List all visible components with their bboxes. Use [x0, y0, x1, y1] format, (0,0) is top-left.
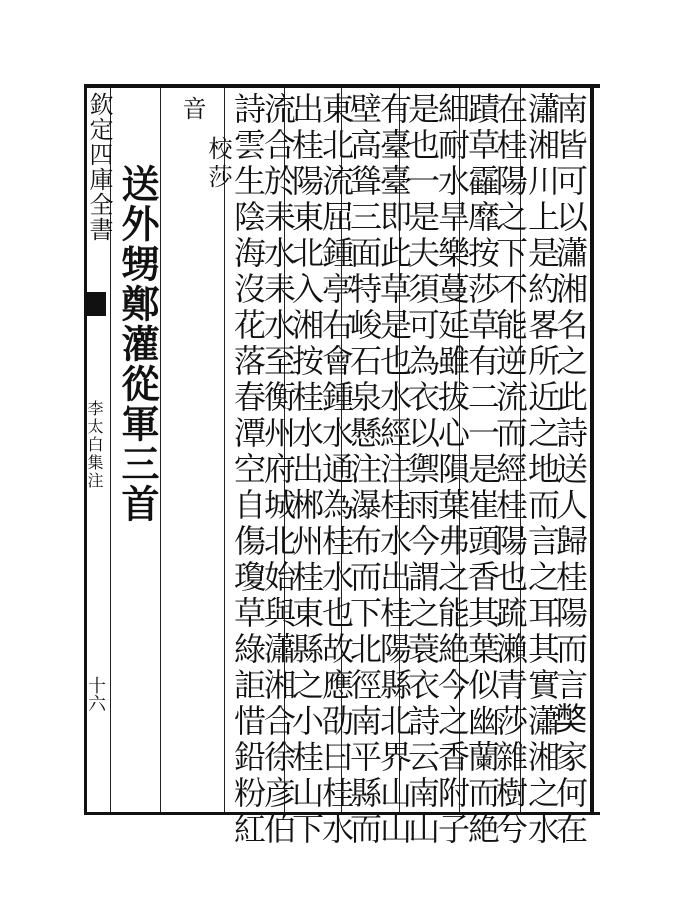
column-rule — [160, 88, 161, 812]
book-title: 欽定四庫全書 — [85, 92, 113, 242]
text-column-12: 詩雲生陰海沒花落春潭空自傷瓊草綠詎惜鉛粉紅 — [229, 92, 267, 848]
page-number: 十六 — [85, 676, 106, 712]
note-column-2: 校莎 — [204, 136, 232, 192]
text-column-11: 流合於耒水耒水至衡州府城北始與瀟湘合徐彦伯 — [259, 92, 297, 848]
text-column-3: 在桂陽之下不能逆流而經桂陽也䟽瀨青莎雜樹兮 — [491, 92, 529, 848]
fishtail-mark — [84, 292, 106, 316]
text-column-8: 壁高聳三面特峻石泉懸注瀑布而下北徑南平縣而 — [345, 92, 383, 848]
note-column-1: 音 — [178, 96, 206, 124]
text-column-6: 是也一是夫須可為衣以禦雨今謂之蓑衣詩云南山 — [403, 92, 441, 848]
text-column-2: 瀟湘川上是約畧所近之地而言之耳其實瀟湘之水 — [523, 92, 561, 848]
text-column-7: 有臺臺即此草是也水經注桂水出桂陽縣北界山山 — [375, 92, 413, 848]
frame-top-border — [84, 84, 600, 88]
text-column-10: 出桂陽東北入湘按桂水出郴州桂東縣之小桂山下 — [287, 92, 325, 848]
text-column-4: 蹟草靃靡按莎草有二一是崔頭香其葉似幽蘭而絶 — [463, 92, 501, 848]
text-column-1: 南皆可以瀟湘名之此詩送人歸桂陽而言𡚁家何在 — [551, 92, 589, 848]
text-column-9: 東北流屈鍾亭右會鍾水通為桂水也故應劭曰桂水 — [317, 92, 355, 848]
text-column-5: 細耐水旱樂蔓延雖拔心隕葉弗之能絶今之香附子 — [433, 92, 471, 848]
side-title: 李太白集注 — [85, 400, 104, 490]
column-rule — [224, 88, 225, 812]
poem-title: 送外甥鄭灌從軍三首 — [115, 164, 160, 524]
